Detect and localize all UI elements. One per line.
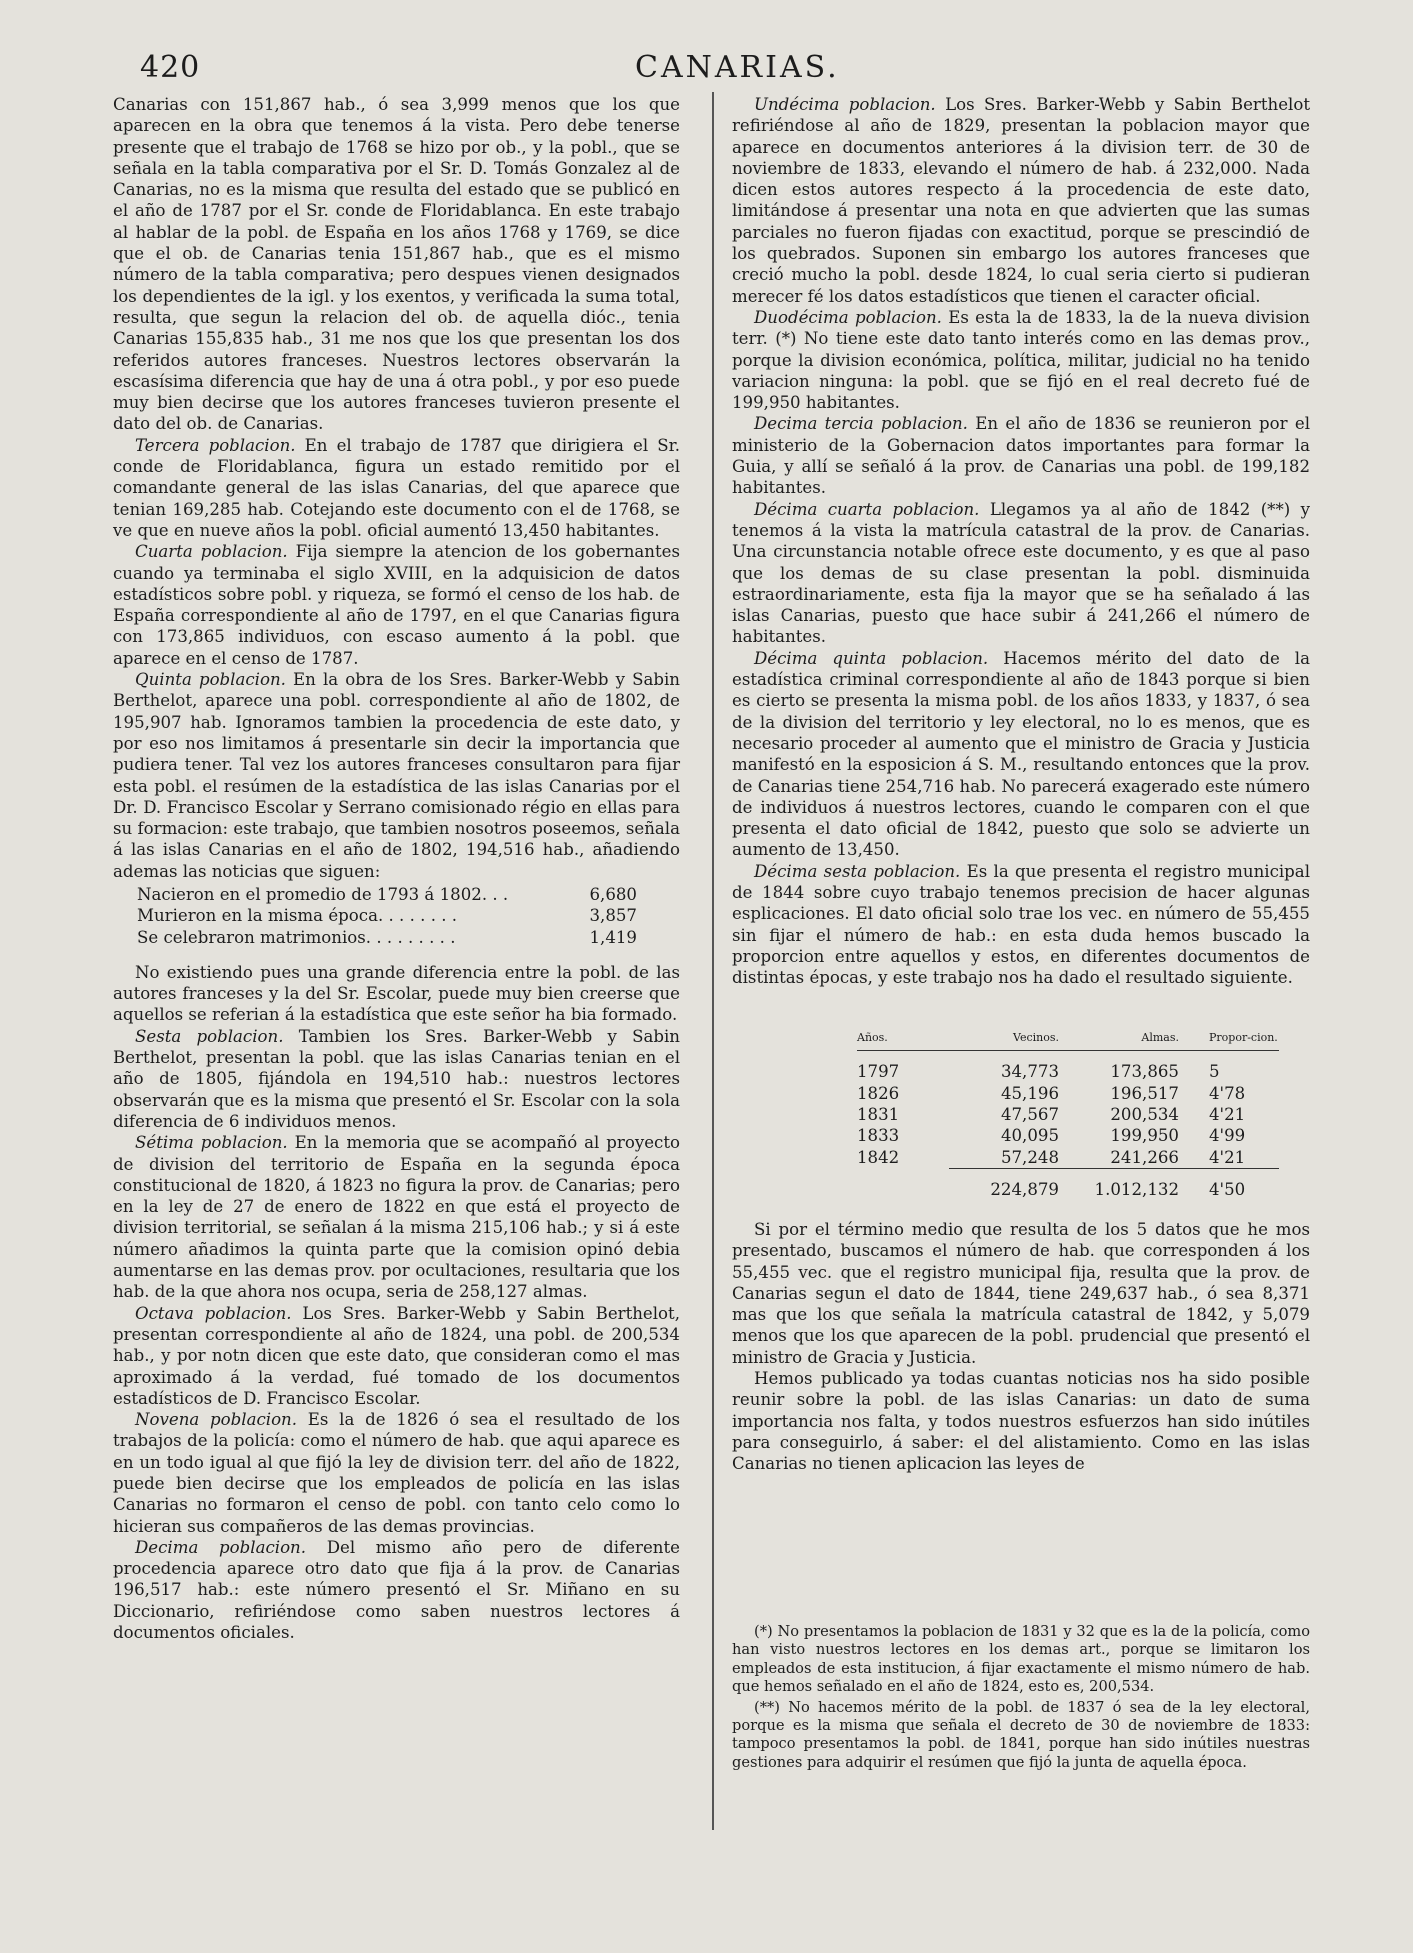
paragraph-text: En la memoria que se acompañó al proyecto de division del territorio de España en la segunda época constitucional de 1820, á 1823 no figura la prov. de Canarias; pero en la ley de 27 de enero de 1822 en que está el proyecto de division territorial, se señalan á la misma 215,106 hab.; y si á este número añadimos la quinta parte que la comision opinó debia aumentarse en las demas prov. por ocultaciones, resultaria que los hab. de la que ahora nos ocupa, seria de 258,127 almas. (113, 1133, 680, 1302)
section-lead: Decima poblacion. (135, 1537, 307, 1557)
footnote: (*) No presentamos la poblacion de 1831 y 32 que es la de la policía, como han visto nuestros lectores en los demas art., porque se limitaron los empleados de esta institucion, á fijar exactamente el mismo número de hab. que hemos señalado en el año de 1824, esto es, 200,534. (732, 1623, 1310, 1696)
table-cell: 1831 (857, 1105, 900, 1125)
page-number: 420 (140, 50, 201, 85)
list-item-value: 6,680 (589, 884, 637, 904)
section-lead: Tercera poblacion. (135, 435, 296, 455)
list-item-value: 3,857 (589, 906, 637, 926)
table-cell: 4'78 (1209, 1083, 1246, 1103)
table-row (857, 1125, 1279, 1146)
table-cell: 40,095 (1000, 1126, 1059, 1146)
paragraph (113, 1409, 680, 1537)
table-row (857, 1061, 1279, 1082)
table-cell: 47,567 (1000, 1105, 1059, 1125)
table-cell: 4'21 (1209, 1147, 1246, 1167)
section-lead: Décima cuarta poblacion. (754, 499, 980, 519)
paragraph (732, 1368, 1310, 1474)
list-item (137, 927, 637, 948)
vital-stats-list (137, 884, 680, 948)
paragraph (732, 499, 1310, 648)
table-cell: 4'21 (1209, 1105, 1246, 1125)
paragraph-text: Es la de 1826 ó sea el resultado de los trabajos de la policía: como el número de hab. que aqui aparece es en un todo igual al que fijó la ley de division terr. del año de 1822, puede bien decirse que los empleados de policía en las islas Canarias no formaron el censo de pobl. con tanto celo como lo hicieran sus compañeros de las demas provincias. (113, 1410, 680, 1536)
section-lead: Sétima poblacion. (135, 1133, 288, 1153)
table-cell: 1842 (857, 1147, 900, 1167)
paragraph-text: Canarias con 151,867 hab., ó sea 3,999 menos que los que aparecen en la obra que tenemos á la vista. Pero debe tenerse presente que el trabajo de 1768 se hizo por ob., y la pobl., que se señala en la tabla comparativa por el Sr. D. Tomás Gonzalez al de Canarias, no es la misma que resulta del estado que se publicó en el año de 1787 por el Sr. conde de Floridablanca. En este trabajo al hablar de la pobl. de España en los años 1768 y 1769, se dice que el ob. de Canarias tenia 151,867 hab., que es el mismo número de la tabla comparativa; pero despues vienen designados los dependientes de la igl. y los exentos, y verificada la suma total, resulta, que segun la relacion del ob. de aquella dióc., tenia Canarias 155,835 hab., 31 me nos que los que presentan los dos referidos autores franceses. Nuestros lectores observarán la escasísima diferencia que hay de una á otra pobl., y por eso puede muy bien decirse que los autores franceses tuvieron presente el dato del ob. de Canarias. (113, 95, 680, 434)
list-item (137, 905, 637, 926)
paragraph (113, 669, 680, 882)
paragraph (113, 1026, 680, 1132)
list-item-value: 1,419 (589, 927, 637, 947)
paragraph (113, 962, 680, 1026)
section-lead: Décima quinta poblacion. (754, 648, 989, 668)
column-divider (712, 92, 714, 1830)
paragraph-text: En la obra de los Sres. Barker-Webb y Sabin Berthelot, aparece una pobl. correspondiente al año de 1802, de 195,907 hab. Ignoramos tambien la procedencia de este dato, y por eso nos limitamos á presentarle sin decir la importancia que pudiera tener. Tal vez los autores franceses consultaron para fijar esta pobl. el resúmen de la estadística de las islas Canarias por el Dr. D. Francisco Escolar y Serrano comisionado régio en ellas para su formacion: este trabajo, que tambien nosotros poseemos, señala á las islas Canarias en el año de 1802, 194,516 hab., añadiendo ademas las noticias que siguen: (113, 670, 680, 881)
paragraph-text: Los Sres. Barker-Webb y Sabin Berthelot, presentan correspondiente al año de 1824, una pobl. de 200,534 hab., y por notn dicen que este dato, que consideran como el mas aproximado á la verdad, fué tomado de los documentos estadísticos de D. Francisco Escolar. (113, 1303, 680, 1408)
table-cell: 196,517 (1110, 1083, 1179, 1103)
paragraph (113, 1132, 680, 1302)
paragraph (732, 861, 1310, 989)
population-table (857, 1008, 1279, 1204)
table-row (857, 1083, 1279, 1104)
table-totals-row (857, 1168, 1279, 1205)
paragraph (732, 307, 1310, 413)
page-header (140, 50, 1300, 90)
table-row (857, 1104, 1279, 1125)
paragraph (113, 1537, 680, 1643)
paragraph (113, 435, 680, 541)
paragraph-text: Es la que presenta el registro municipal de 1844 sobre cuyo trabajo tenemos precision de hacer algunas esplicaciones. El dato oficial solo trae los vec. en número de 55,455 sin fijar el número de hab.: en esta duda hemos buscado la proporcion entre aquellos y estos, en diferentes documentos de distintas épocas, y este trabajo nos ha dado el resultado siguiente. (732, 861, 1310, 988)
section-lead: Décima sesta poblacion. (754, 861, 961, 881)
table-cell: 241,266 (1110, 1147, 1179, 1167)
section-lead: Sesta poblacion. (135, 1026, 284, 1046)
table-header: Años. (857, 1008, 949, 1051)
section-lead: Undécima poblacion. (754, 95, 936, 114)
section-lead: Quinta poblacion. (135, 670, 286, 690)
paragraph-text: Hacemos mérito del dato de la estadística criminal correspondiente al año de 1843 porque si bien es cierto se presenta la misma pobl. de los años 1833, y 1837, ó sea de la division del territorio y ley electoral, no lo es menos, que es necesario proceder al aumento que el ministro de Gracia y Justicia manifestó en la esposicion á S. M., resultando entonces que la prov. de Canarias tiene 254,716 hab. No parecerá exagerado este número de individuos á nuestros lectores, cuando le comparen con el que presenta el dato oficial de 1842, puesto que solo se advierte un aumento de 13,450. (732, 648, 1310, 860)
paragraph (732, 648, 1310, 861)
paragraph (113, 1303, 680, 1409)
table-cell: 34,773 (1000, 1062, 1059, 1082)
table-spacer (857, 1051, 1279, 1062)
paragraph (732, 94, 1310, 307)
paragraph-text: No existiendo pues una grande diferencia entre la pobl. de las autores franceses y la del Sr. Escolar, puede muy bien creerse que aquellos se referian á la estadística que este señor ha bia formado. (113, 962, 680, 1025)
footnote: (**) No hacemos mérito de la pobl. de 1837 ó sea de la ley electoral, porque es la misma que señala el decreto de 30 de noviembre de 1833: tampoco presentamos la pobl. de 1841, porque han sido inútiles nuestras gestiones para adquirir el resúmen que fijó la junta de aquella época. (732, 1698, 1310, 1771)
section-lead: Decima tercia poblacion. (754, 414, 968, 434)
table-cell: 4'99 (1209, 1126, 1246, 1146)
paragraph-text: Hemos publicado ya todas cuantas noticias nos ha sido posible reunir sobre la pobl. de las islas Canarias: un dato de suma importancia nos falta, y todos nuestros esfuerzos han sido inútiles para conseguirlo, á saber: el del alistamiento. Como en las islas Canarias no tienen aplicacion las leyes de (732, 1369, 1310, 1474)
table-cell: 1833 (857, 1126, 900, 1146)
section-lead: Novena poblacion. (135, 1410, 298, 1430)
running-title: CANARIAS. (635, 50, 840, 85)
paragraph-text: Los Sres. Barker-Webb y Sabin Berthelot refiriéndose al año de 1829, presentan la poblacion mayor que aparece en documentos anteriores á la division terr. de 30 de noviembre de 1833, elevando el número de hab. á 232,000. Nada dicen estos autores respecto á la procedencia de este dato, limitándose á presentar una nota en que advierten que las sumas parciales no fueron fijadas con exactitud, porque se prescindió de los quebrados. Suponen sin embargo los autores franceses que creció mucho la pobl. desde 1824, lo cual seria cierto si pudieran merecer fé los datos estadísticos que tienen el caracter oficial. (732, 95, 1310, 306)
paragraph-text: Fija siempre la atencion de los gobernantes cuando ya terminaba el siglo XVIII, en la adquisicion de datos estadísticos sobre pobl. y riqueza, se formó el censo de los hab. de España correspondiente al año de 1797, en el que Canarias figura con 173,865 individuos, con escaso aumento á la pobl. que aparece en el censo de 1787. (113, 542, 680, 668)
footnotes (732, 1623, 1310, 1774)
paragraph-text: Del mismo año pero de diferente procedencia aparece otro dato que fija á la prov. de Canarias 196,517 hab.: este número presentó el Sr. Miñano en su Diccionario, refiriéndose como saben nuestros lectores á documentos oficiales. (113, 1537, 680, 1643)
table-cell: 173,865 (1110, 1062, 1179, 1082)
paragraph-text: Es esta la de 1833, la de la nueva division terr. (*) No tiene este dato tanto interés como en las demas prov., porque la division económica, política, militar, judicial no ha tenido variacion ninguna: la pobl. que se fijó en el real decreto fué de 199,950 habitantes. (732, 307, 1310, 413)
table-row (857, 1147, 1279, 1169)
table-cell: 1.012,132 (1069, 1168, 1191, 1205)
section-lead: Cuarta poblacion. (135, 542, 288, 562)
left-column (113, 94, 680, 1643)
paragraph-text: En el año de 1836 se reunieron por el ministerio de la Gobernacion datos importantes para formar la Guia, y allí se señaló á la prov. de Canarias una pobl. de 199,182 habitantes. (732, 414, 1310, 498)
section-lead: Octava poblacion. (135, 1303, 292, 1323)
table-cell: 199,950 (1110, 1126, 1179, 1146)
table-header: Propor-cion. (1191, 1008, 1279, 1051)
paragraph-text: En el trabajo de 1787 que dirigiera el Sr. conde de Floridablanca, figura un estado remitido por el comandante general de las islas Canarias, del que aparece que tenian 169,285 hab. Cotejando este documento con el de 1768, se ve que en nueve años la pobl. oficial aumentó 13,450 habitantes. (113, 435, 680, 540)
paragraph-text: Llegamos ya al año de 1842 (**) y tenemos á la vista la matrícula catastral de la prov. de Canarias. Una circunstancia notable ofrece este documento, y es que al paso que los demas de su clase presentan la pobl. disminuida estraordinariamente, esta fija la mayor que se ha señalado á las islas Canarias, puesto que hace subir á 241,266 el número de habitantes. (732, 499, 1310, 647)
table-cell: 45,196 (1000, 1083, 1059, 1103)
paragraph (113, 541, 680, 669)
paragraph-text: Si por el término medio que resulta de los 5 datos que he mos presentado, buscamos el número de hab. que corresponden á los 55,455 vec. que el registro municipal fija, resulta que la prov. de Canarias segun el dato de 1844, tiene 249,637 hab., ó sea 8,371 mas que los que señala la matrícula catastral de 1842, y 5,079 menos que los que aparecen de la pobl. prudencial que presentó el ministro de Gracia y Justicia. (732, 1219, 1310, 1367)
table-header-row (857, 1008, 1279, 1051)
table-cell: 1797 (857, 1062, 900, 1082)
table-cell: 5 (1209, 1062, 1220, 1082)
table-cell: 224,879 (949, 1168, 1069, 1205)
right-column (732, 94, 1310, 1475)
table-cell (857, 1168, 949, 1205)
list-item (137, 884, 637, 905)
table-cell: 1826 (857, 1083, 900, 1103)
table-header: Vecinos. (949, 1008, 1069, 1051)
table-cell: 4'50 (1191, 1168, 1279, 1205)
paragraph (732, 1219, 1310, 1368)
list-item-label: Se celebraron matrimonios. . . . . . . . . (137, 927, 456, 947)
table-cell: 200,534 (1110, 1105, 1179, 1125)
paragraph (732, 413, 1310, 498)
list-item-label: Murieron en la misma época. . . . . . . . (137, 906, 458, 926)
list-item-label: Nacieron en el promedio de 1793 á 1802. . . (137, 884, 509, 904)
section-lead: Duodécima poblacion. (754, 307, 942, 327)
table-header: Almas. (1069, 1008, 1191, 1051)
paragraph (113, 94, 680, 435)
paragraph-text: Tambien los Sres. Barker-Webb y Sabin Berthelot, presentan la pobl. que las islas Canarias tenian en el año de 1805, fijándola en 194,510 hab.: nuestros lectores observarán que es la misma que presentó el Sr. Escolar con la sola diferencia de 6 individuos menos. (113, 1026, 680, 1131)
table-cell: 57,248 (1000, 1147, 1059, 1167)
